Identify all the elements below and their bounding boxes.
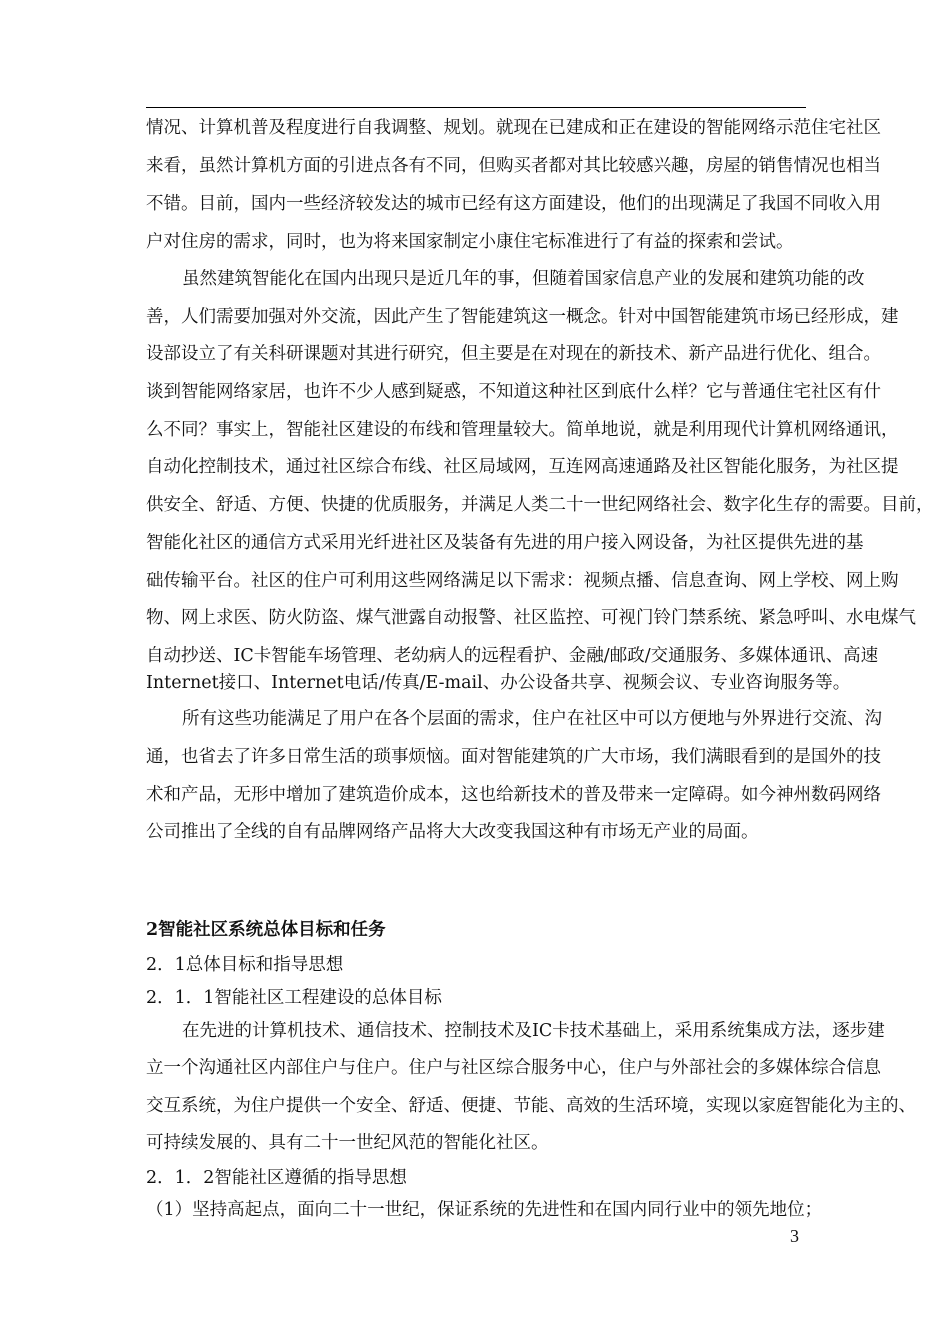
text-line: 户对住房的需求，同时，也为将来国家制定小康住宅标准进行了有益的探索和尝试。 <box>146 232 794 252</box>
text-line: 来看，虽然计算机方面的引进点各有不同，但购买者都对其比较感兴趣，房屋的销售情况也相当 <box>146 156 881 176</box>
text-line: Internet接口、Internet电话/传真/E-mail、办公设备共享、视频会议、专业咨询服务等。 <box>146 673 851 693</box>
text-line: 设部设立了有关科研课题对其进行研究，但主要是在对现在的新技术、新产品进行优化、组合。 <box>146 344 881 364</box>
subsection-heading: 2．1．1智能社区工程建设的总体目标 <box>146 988 442 1008</box>
text-line: 立一个沟通社区内部住户与住户。住户与社区综合服务中心，住户与外部社会的多媒体综合信息 <box>146 1058 881 1078</box>
page-number: 3 <box>790 1226 799 1246</box>
text-line: 智能化社区的通信方式采用光纤进社区及装备有先进的用户接入网设备，为社区提供先进的基 <box>146 533 864 553</box>
text-line: 谈到智能网络家居，也许不少人感到疑惑，不知道这种社区到底什么样？它与普通住宅社区有什 <box>146 382 881 402</box>
text-line: 可持续发展的、具有二十一世纪风范的智能化社区。 <box>146 1133 549 1153</box>
list-item: （1）坚持高起点，面向二十一世纪，保证系统的先进性和在国内同行业中的领先地位； <box>146 1200 823 1220</box>
text-line: 自动抄送、IC卡智能车场管理、老幼病人的远程看护、金融/邮政/交通服务、多媒体通讯、高速 <box>146 646 879 666</box>
text-line: 自动化控制技术，通过社区综合布线、社区局域网，互连网高速通路及社区智能化服务，为社区提 <box>146 457 899 477</box>
text-line: 交互系统，为住户提供一个安全、舒适、便捷、节能、高效的生活环境，实现以家庭智能化为主的、 <box>146 1096 916 1116</box>
text-line: 所有这些功能满足了用户在各个层面的需求，住户在社区中可以方便地与外界进行交流、沟 <box>182 709 882 729</box>
text-line: 公司推出了全线的自有品牌网络产品将大大改变我国这种有市场无产业的局面。 <box>146 822 759 842</box>
text-line: 不错。目前，国内一些经济较发达的城市已经有这方面建设，他们的出现满足了我国不同收入用 <box>146 194 881 214</box>
header-rule <box>146 107 806 108</box>
text-line: 础传输平台。社区的住户可利用这些网络满足以下需求：视频点播、信息查询、网上学校、网上购 <box>146 571 899 591</box>
text-line: 情况、计算机普及程度进行自我调整、规划。就现在已建成和正在建设的智能网络示范住宅社区 <box>146 118 881 138</box>
section-heading: 2智能社区系统总体目标和任务 <box>146 920 386 940</box>
text-line: 么不同？事实上，智能社区建设的布线和管理量较大。简单地说，就是利用现代计算机网络通讯， <box>146 420 899 440</box>
text-line: 虽然建筑智能化在国内出现只是近几年的事，但随着国家信息产业的发展和建筑功能的改 <box>182 269 865 289</box>
text-line: 通，也省去了许多日常生活的琐事烦恼。面对智能建筑的广大市场，我们满眼看到的是国外的技 <box>146 747 881 767</box>
text-line: 物、网上求医、防火防盗、煤气泄露自动报警、社区监控、可视门铃门禁系统、紧急呼叫、水电煤气 <box>146 608 916 628</box>
subsection-heading: 2．1总体目标和指导思想 <box>146 955 344 975</box>
text-line: 在先进的计算机技术、通信技术、控制技术及IC卡技术基础上，采用系统集成方法，逐步建 <box>182 1021 885 1041</box>
text-line: 善，人们需要加强对外交流，因此产生了智能建筑这一概念。针对中国智能建筑市场已经形成，建 <box>146 307 899 327</box>
subsection-heading: 2．1．2智能社区遵循的指导思想 <box>146 1168 407 1188</box>
text-line: 供安全、舒适、方便、快捷的优质服务，并满足人类二十一世纪网络社会、数字化生存的需要。目前， <box>146 495 934 515</box>
text-line: 术和产品，无形中增加了建筑造价成本，这也给新技术的普及带来一定障碍。如今神州数码网络 <box>146 785 881 805</box>
